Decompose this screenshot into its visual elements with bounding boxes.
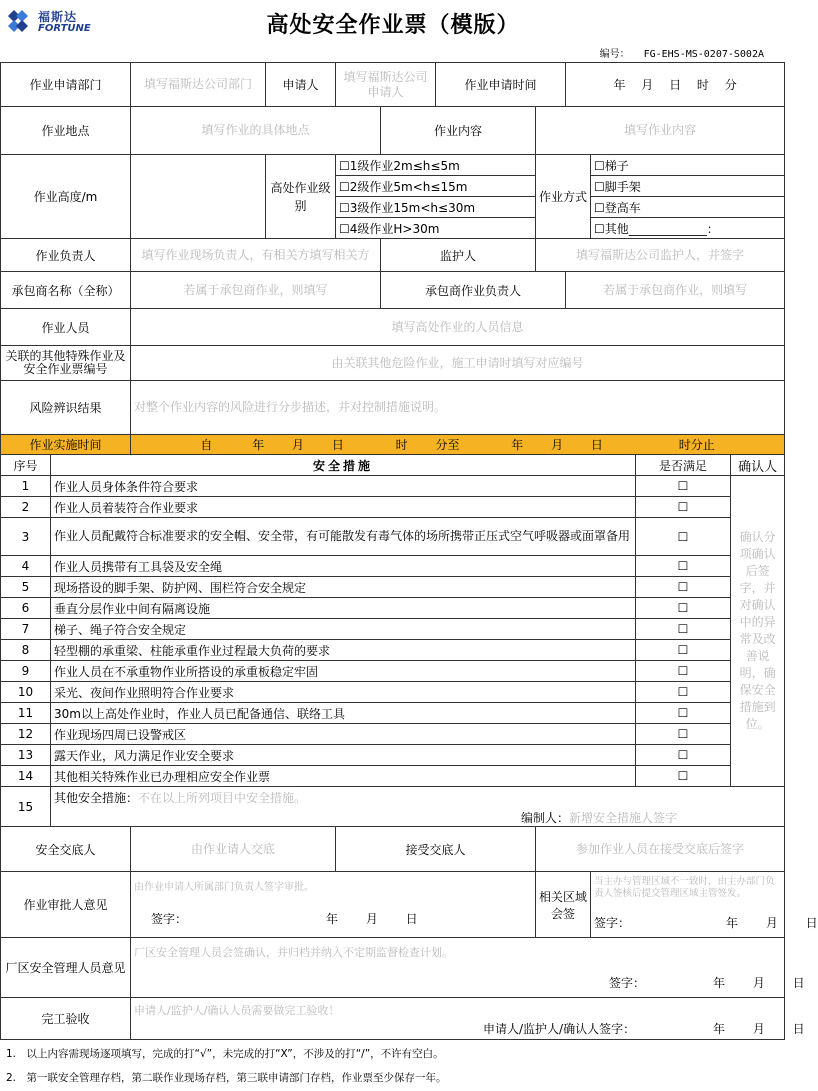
location-input[interactable]: 填写作业的具体地点 [131,107,381,155]
location-label: 作业地点 [1,107,131,155]
completion-hint: 申请人/监护人/确认人员需要做完工验收！ [134,1004,340,1017]
measure-no: 13 [1,745,51,766]
dept-input[interactable]: 填写福斯达公司部门 [131,63,266,107]
measure-checkbox[interactable]: ☐ [636,619,731,640]
risk-label: 风险辨识结果 [1,381,131,435]
workers-label: 作业人员 [1,309,131,346]
contractor-leader-input[interactable]: 若属于承包商作业，则填写 [566,272,785,309]
level-option-4[interactable]: ☐4级作业H>30m [336,218,536,239]
level-option-3[interactable]: ☐3级作业15m<h≤30m [336,197,536,218]
measure-text: 轻型棚的承重梁、柱能承重作业过程最大负荷的要求 [51,640,636,661]
author-hint[interactable]: 新增安全措施人签字 [569,811,678,825]
workers-input[interactable]: 填写高处作业的人员信息 [131,309,785,346]
measure-checkbox[interactable]: ☐ [636,476,731,497]
applicant-input[interactable]: 填写福斯达公司申请人 [336,63,436,107]
approver-hint: 由作业申请人所属部门负责人签字审批。 [134,882,315,893]
measure-no: 6 [1,598,51,619]
measure-checkbox[interactable]: ☐ [636,745,731,766]
footer-note-2: 2. 第一联安全管理存档，第二联作业现场存档，第三联申请部门存档，作业票至少保存一年。 [6,1072,447,1084]
measure-checkbox[interactable]: ☐ [636,556,731,577]
footer-note-1: 1. 以上内容需现场逐项填写，完成的打“√”，未完成的打“X”，不涉及的打“/”，不许有空白。 [6,1048,444,1060]
measure-text: 梯子、绳子符合安全规定 [51,619,636,640]
plant-area[interactable] [131,938,805,998]
measure-checkbox[interactable]: ☐ [636,598,731,619]
measure-checkbox[interactable]: ☐ [636,640,731,661]
method-option-ladder[interactable]: ☐梯子 [591,155,785,176]
measure-text: 现场搭设的脚手架、防护网、围栏符合安全规定 [51,577,636,598]
measure-text: 作业人员着装符合作业要求 [51,497,636,518]
measure-text: 作业人员在不承重物作业所搭设的承重板稳定牢固 [51,661,636,682]
approver-area[interactable] [131,872,536,938]
method-option-other[interactable]: ☐其他_____________： [591,218,785,239]
measure-checkbox[interactable]: ☐ [636,577,731,598]
completion-sign-label: 申请人/监护人/确认人签字： [483,1022,636,1036]
measure-no: 10 [1,682,51,703]
col-header-no: 序号 [1,455,51,476]
approver-sign-label: 签字： [151,912,188,926]
contractor-label: 承包商名称（全称） [1,272,131,309]
completion-label: 完工验收 [1,998,131,1040]
guardian-input[interactable]: 填写福斯达公司监护人，并签字 [536,239,785,272]
level-option-1[interactable]: ☐1级作业2m≤h≤5m [336,155,536,176]
measure-no: 1 [1,476,51,497]
measure-text: 作业人员身体条件符合要求 [51,476,636,497]
measure-no: 4 [1,556,51,577]
briefer-label: 安全交底人 [1,827,131,872]
measure-no: 2 [1,497,51,518]
method-option-lift[interactable]: ☐登高车 [591,197,785,218]
measure-text: 其他相关特殊作业已办理相应安全作业票 [51,766,636,787]
measure-text: 30m以上高处作业时，作业人员已配备通信、联络工具 [51,703,636,724]
permit-form [0,62,818,1040]
risk-input[interactable]: 对整个作业内容的风险进行分步描述，并对控制措施说明。 [131,381,785,435]
plant-sign-label: 签字： [609,976,646,990]
content-label: 作业内容 [381,107,536,155]
measure-checkbox[interactable]: ☐ [636,703,731,724]
measure-no: 15 [1,787,51,827]
measure-checkbox[interactable]: ☐ [636,518,731,556]
period-label: 作业实施时间 [1,435,131,455]
measure-no: 8 [1,640,51,661]
measure-checkbox[interactable]: ☐ [636,682,731,703]
region-hint: 当主办与管理区域不一致时，由主办部门负责人签核后提交管理区域主管签发。 [594,876,775,899]
measure-no: 3 [1,518,51,556]
region-date[interactable]: 年 月 日 [726,916,818,930]
approver-date[interactable]: 年 月 日 [326,912,418,926]
leader-label: 作业负责人 [1,239,131,272]
apply-time-input[interactable]: 年 月 日 时 分 [566,63,785,107]
measure-text: 露天作业，风力满足作业安全要求 [51,745,636,766]
form-code [600,45,764,60]
completion-area[interactable] [131,998,805,1040]
measure-text: 采光、夜间作业照明符合作业要求 [51,682,636,703]
region-area[interactable] [591,872,818,938]
related-label: 关联的其他特殊作业及安全作业票编号 [1,346,131,381]
measure-text: 作业人员携带有工具袋及安全绳 [51,556,636,577]
logo-cn-text: 福斯达 [38,10,78,24]
col-header-measure: 安全措施 [51,455,636,476]
region-sign-label: 签字： [594,916,631,930]
measure-text: 作业现场四周已设警戒区 [51,724,636,745]
other-measures-cell[interactable] [51,787,785,827]
measure-no: 7 [1,619,51,640]
receiver-input[interactable]: 参加作业人员在接受交底后签字 [536,827,785,872]
measure-text: 作业人员配戴符合标准要求的安全帽、安全带，有可能散发有毒气体的场所携带正压式空气呼吸器或面罩备用 [51,518,636,556]
other-measures-label: 其他安全措施： [54,791,139,805]
measure-text: 垂直分层作业中间有隔离设施 [51,598,636,619]
measure-no: 11 [1,703,51,724]
plant-date[interactable]: 年 月 日 [713,976,805,990]
measure-no: 5 [1,577,51,598]
leader-input[interactable]: 填写作业现场负责人，有相关方填写相关方 [131,239,381,272]
applicant-label: 申请人 [266,63,336,107]
content-input[interactable]: 填写作业内容 [536,107,785,155]
col-header-confirm: 确认人 [731,455,785,476]
measure-no: 12 [1,724,51,745]
code-label: 编号： [599,49,630,60]
apply-time-label: 作业申请时间 [436,63,566,107]
method-option-scaffold[interactable]: ☐脚手架 [591,176,785,197]
briefer-input[interactable]: 由作业请人交底 [131,827,336,872]
confirm-signature-area[interactable]: 确认分项确认后签字，并对确认中的异常及改善说明，确保安全措施到位。 [731,476,785,787]
level-label: 高处作业级别 [266,155,336,239]
measure-checkbox[interactable]: ☐ [636,661,731,682]
contractor-input[interactable]: 若属于承包商作业，则填写 [131,272,381,309]
period-input[interactable]: 自 年 月 日 时 分至 年 月 日 时分止 [131,435,785,455]
author-label: 编制人： [521,811,570,825]
height-input[interactable] [131,155,266,239]
guardian-label: 监护人 [381,239,536,272]
dept-label: 作业申请部门 [1,63,131,107]
measure-checkbox[interactable]: ☐ [636,724,731,745]
level-option-2[interactable]: ☐2级作业5m<h≤15m [336,176,536,197]
height-label: 作业高度/m [1,155,131,239]
other-measures-hint: 不在以上所列项目中安全措施。 [138,791,307,805]
related-input[interactable]: 由关联其他危险作业，施工申请时填写对应编号 [131,346,785,381]
plant-label: 厂区安全管理人员意见 [1,938,131,998]
measure-no: 14 [1,766,51,787]
measure-no: 9 [1,661,51,682]
receiver-label: 接受交底人 [336,827,536,872]
method-label: 作业方式 [536,155,591,239]
code-value: FG-EHS-MS-0207-S002A [643,49,764,60]
region-label: 相关区域会签 [536,872,591,938]
plant-hint: 厂区安全管理人员会签确认，并归档并纳入不定期监督检查计划。 [134,946,454,959]
col-header-ok: 是否满足 [636,455,731,476]
measure-checkbox[interactable]: ☐ [636,497,731,518]
contractor-leader-label: 承包商作业负责人 [381,272,566,309]
page-title: 高处安全作业票（模版） [266,13,520,38]
completion-date[interactable]: 年 月 日 [713,1022,805,1036]
approver-label: 作业审批人意见 [1,872,131,938]
logo-en-text: FORTUNE [38,23,91,34]
measure-checkbox[interactable]: ☐ [636,766,731,787]
